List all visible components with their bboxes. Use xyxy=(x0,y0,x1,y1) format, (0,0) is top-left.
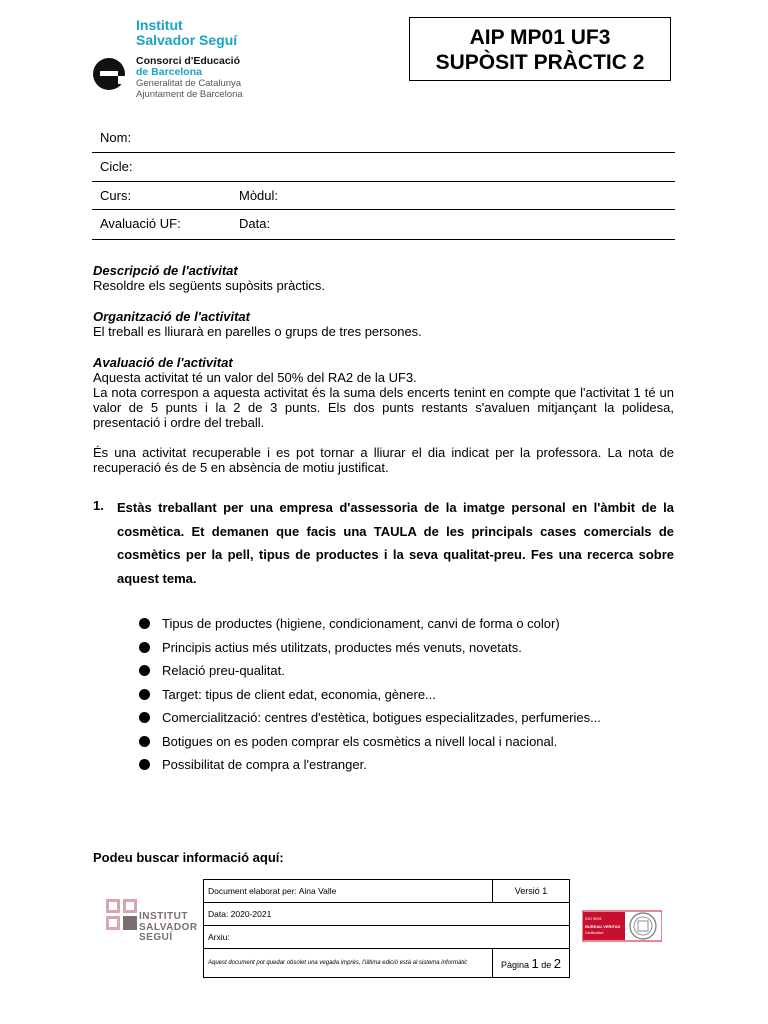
list-item: Relació preu-qualitat. xyxy=(139,662,601,686)
field-data: Data: xyxy=(239,216,271,231)
section-text: És una activitat recuperable i es pot tornar a lliurar el dia indicat per la professora. La nota de recuperació és de 5 en absència de motiu justificat. xyxy=(93,445,674,475)
field-cicle: Cicle: xyxy=(100,159,133,174)
list-item: Tipus de productes (higiene, condicionament, canvi de forma o color) xyxy=(139,615,601,639)
section-text: El treball es lliurarà en parelles o grups de tres persones. xyxy=(93,324,422,339)
bullet-list xyxy=(139,615,601,780)
more-info-label: Podeu buscar informació aquí: xyxy=(93,850,284,865)
elaborat-cell: Document elaborat per: Aina Valle xyxy=(204,880,493,903)
list-item: Principis actius més utilitzats, productes més venuts, novetats. xyxy=(139,639,601,663)
field-modul: Mòdul: xyxy=(239,188,279,203)
list-item: Target: tipus de client edat, economia, gènere... xyxy=(139,686,601,710)
bullet-icon xyxy=(139,689,150,700)
list-item: Botigues on es poden comprar els cosmètics a nivell local i nacional. xyxy=(139,733,601,757)
field-nom: Nom: xyxy=(100,130,132,145)
question-number: 1. xyxy=(93,498,104,513)
cert-label: Certification xyxy=(585,931,604,935)
section-heading: Organització de l'activitat xyxy=(93,309,250,324)
consorci-e-icon xyxy=(92,52,126,92)
question-text: Estàs treballant per una empresa d'assessoria de la imatge personal en l'àmbit de la cosmètica. Et demanen que facis una TAULA de les principals cases comercials de cosmètics per la pell, tipus de productes i la seva qualitat-preu. Fes una recerca sobre aquest tema. xyxy=(117,500,674,586)
field-curs: Curs: xyxy=(100,188,132,203)
title-line-2: SUPÒSIT PRÀCTIC 2 xyxy=(435,51,645,74)
bureau-veritas-certification-logo xyxy=(582,909,662,943)
page-number-cell: Pàgina 1 de 2 xyxy=(493,949,570,978)
bullet-icon xyxy=(139,665,150,676)
bullet-icon xyxy=(139,759,150,770)
consorci-logo: Institut Salvador Seguí Consorci d'Educació de Barcelona Generalitat de Catalunya Ajuntament de Barcelona xyxy=(92,14,282,100)
footer-table xyxy=(203,879,570,978)
institut-salvador-segui-logo xyxy=(106,899,198,943)
logo-square xyxy=(106,916,120,930)
section-organitzacio xyxy=(93,309,674,339)
section-descripcio xyxy=(93,263,674,293)
bullet-icon xyxy=(139,642,150,653)
logo-square xyxy=(123,916,137,930)
logo-text: INSTITUT SALVADOR SEGUÍ xyxy=(139,911,198,943)
logo-square xyxy=(123,899,137,913)
list-item: Comercialització: centres d'estètica, botigues especialitzades, perfumeries... xyxy=(139,709,601,733)
divider xyxy=(92,152,675,153)
section-text: Resoldre els següents supòsits pràctics. xyxy=(93,278,325,293)
logo-square xyxy=(106,899,120,913)
disclaimer-cell: Aquest document pot quedar obsolet una vegada imprès, l'última edició està al sistema informàtic xyxy=(204,949,493,978)
list-item: Possibilitat de compra a l'estranger. xyxy=(139,756,601,780)
cert-iso: ISO 9001 xyxy=(585,916,602,921)
field-avaluacio: Avaluació UF: xyxy=(100,216,181,231)
divider xyxy=(92,209,675,210)
versio-cell: Versió 1 xyxy=(493,880,570,903)
institut-name: Institut Salvador Seguí xyxy=(136,17,238,48)
section-heading: Avaluació de l'activitat xyxy=(93,355,233,370)
divider xyxy=(92,239,675,240)
section-text: La nota correspon a aquesta activitat és la suma dels encerts tenint en compte que l'activitat 1 té un valor de 5 punts i la 2 de 3 punts. Els dos punts restants s'avaluen mitjançant la polidesa, presentació i ordre del treball. xyxy=(93,385,674,430)
bullet-icon xyxy=(139,736,150,747)
data-cell: Data: 2020-2021 xyxy=(204,903,570,926)
bullet-icon xyxy=(139,712,150,723)
document-title-box xyxy=(409,17,671,81)
title-line-1: AIP MP01 UF3 xyxy=(469,26,611,49)
bullet-icon xyxy=(139,618,150,629)
section-heading: Descripció de l'activitat xyxy=(93,263,238,278)
section-text: Aquesta activitat té un valor del 50% del RA2 de la UF3. xyxy=(93,370,417,385)
section-avaluacio xyxy=(93,355,674,475)
divider xyxy=(92,181,675,182)
arxiu-cell: Arxiu: xyxy=(204,926,570,949)
cert-name: BUREAU VERITAS xyxy=(585,924,621,929)
